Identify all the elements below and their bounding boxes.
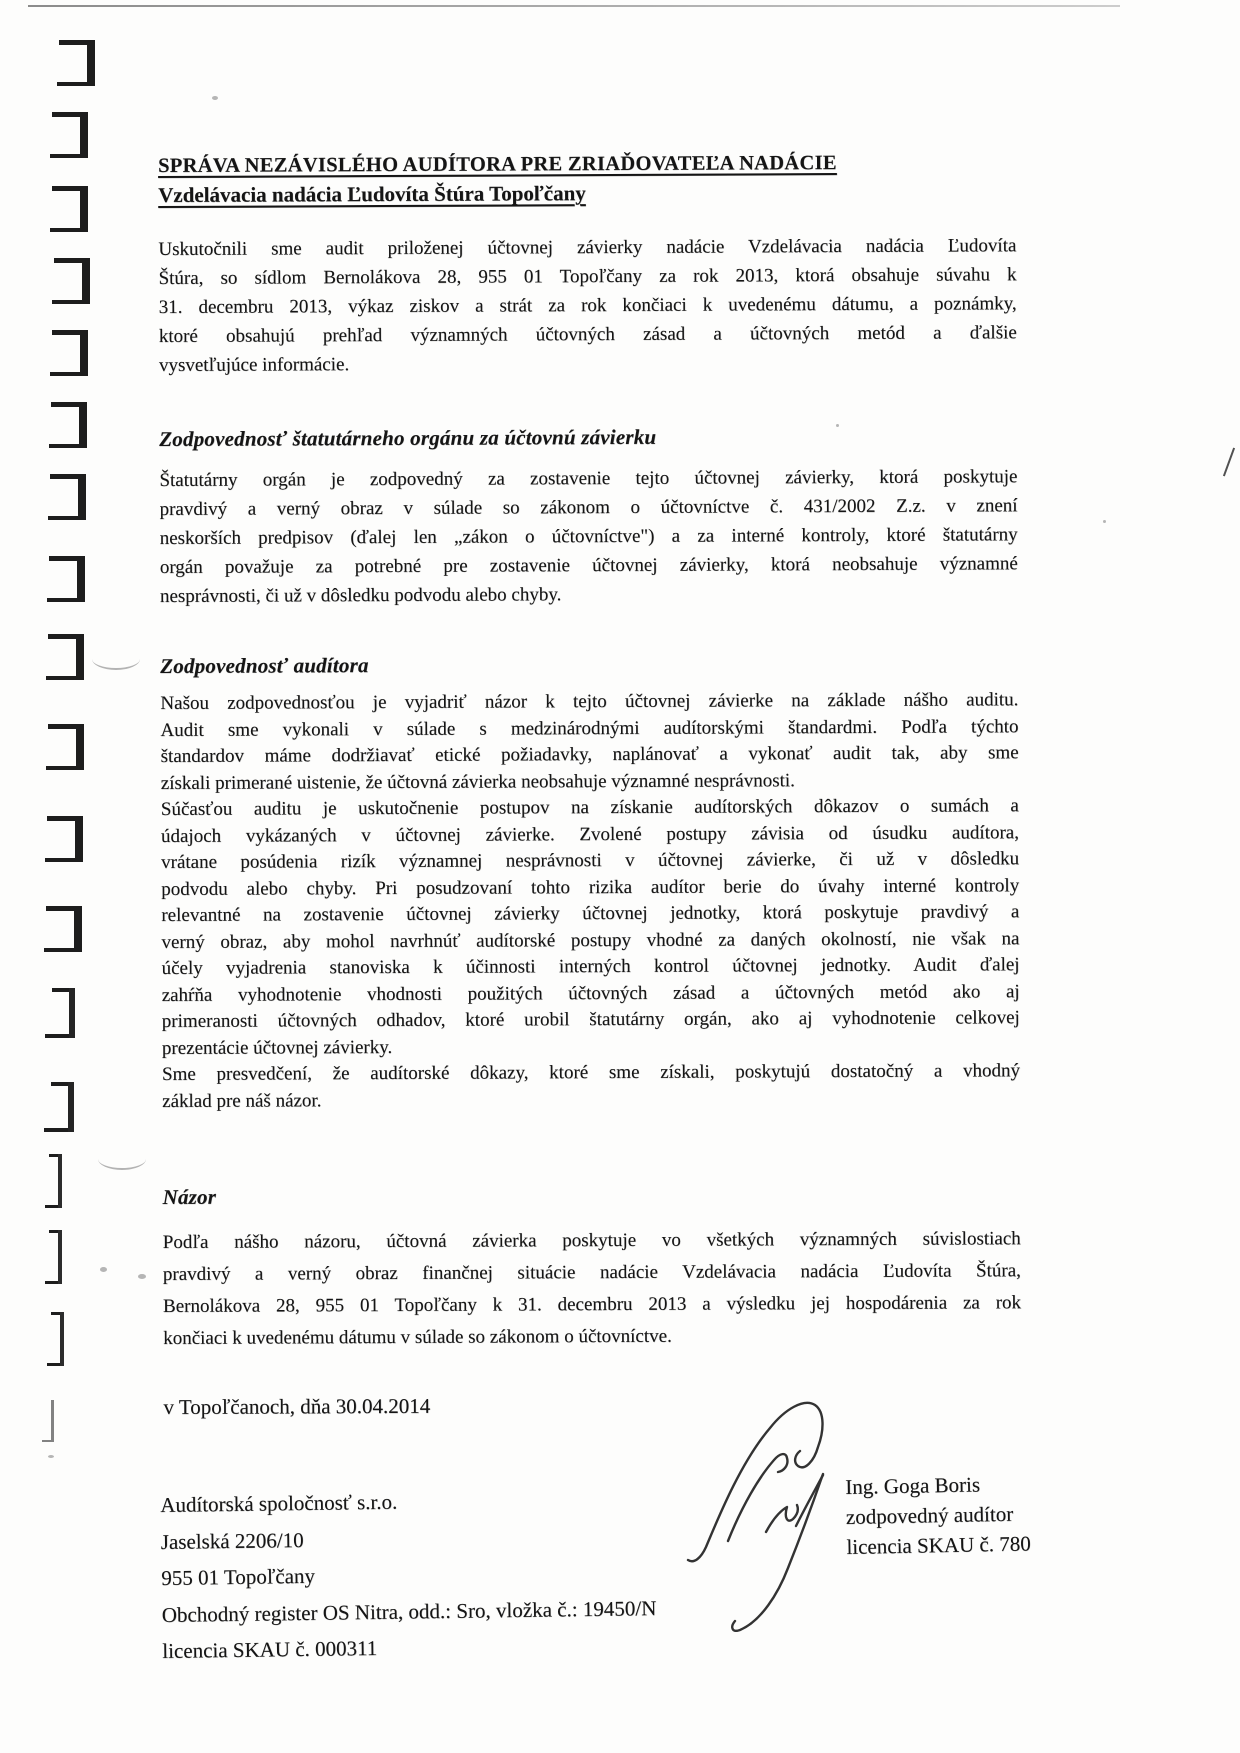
text-line: štandardov máme dodržiavať etické požiadavky, naplánovať a vykonať audit tak, aby sme bbox=[160, 742, 1019, 767]
binding-mark bbox=[57, 40, 95, 86]
binding-mark bbox=[45, 816, 83, 862]
text-line: vrátane posúdenia rizík významnej nesprávnosti v účtovnej závierke, či už v dôsledku bbox=[161, 848, 1020, 873]
auditor-responsibility-paragraph-3 bbox=[162, 1058, 1020, 1115]
statutory-responsibility-paragraph bbox=[159, 462, 1018, 611]
dust-speck bbox=[48, 1455, 54, 1458]
dust-speck bbox=[138, 1274, 146, 1279]
text-line: Štatutárny orgán je zodpovedný za zostavenie tejto účtovnej závierky, ktorá poskytuje bbox=[159, 466, 1018, 491]
text-line: účely vyjadrenia stanoviska k účinnosti interných kontrol účtovnej jednotky. Audit ďalej bbox=[161, 954, 1020, 979]
place-and-date-line: v Topoľčanoch, dňa 30.04.2014 bbox=[163, 1393, 431, 1419]
binding-mark bbox=[43, 1154, 62, 1208]
binding-mark bbox=[45, 1312, 64, 1366]
binding-mark bbox=[46, 634, 84, 680]
curve-artifact bbox=[98, 1148, 146, 1170]
text-line: Našou zodpovednosťou je vyjadriť názor k tejto účtovnej závierke na základe nášho auditu. bbox=[160, 689, 1019, 714]
dust-speck bbox=[212, 96, 218, 100]
text-line: končiaci k uvedenému dátumu v súlade so zákonom o účtovníctve. bbox=[163, 1325, 672, 1349]
binding-mark bbox=[46, 724, 84, 770]
opinion-paragraph bbox=[163, 1223, 1022, 1355]
text-line: Štúra, so sídlom Bernolákova 28, 955 01 Topoľčany za rok 2013, ktorá obsahuje súvahu k bbox=[158, 264, 1017, 289]
scanner-edge-line bbox=[28, 5, 1120, 7]
binding-mark bbox=[49, 402, 87, 448]
text-line: Ing. Goga Boris bbox=[845, 1472, 981, 1499]
text-line: zahŕňa vyhodnotenie vhodnosti použitých účtovných zásad a účtovných metód ako aj bbox=[161, 980, 1020, 1006]
text-line: 31. decembru 2013, výkaz ziskov a strát za rok končiaci k uvedenému dátumu, a poznámky, bbox=[158, 293, 1017, 318]
text-line: Uskutočnili sme audit priloženej účtovnej závierky nadácie Vzdelávacia nadácia Ľudovíta bbox=[158, 235, 1017, 260]
handwritten-signature bbox=[618, 1378, 878, 1658]
text-line: licencia SKAU č. 780 bbox=[846, 1531, 1031, 1559]
text-line: Audítorská spoločnosť s.r.o. bbox=[160, 1489, 398, 1517]
text-line: neskorších predpisov (ďalej len „zákon o účtovníctve") a za interné kontroly, ktoré štatutárny bbox=[159, 524, 1018, 549]
document-body bbox=[158, 151, 1022, 1420]
report-subtitle: Vzdelávacia nadácia Ľudovíta Štúra Topoľčany bbox=[158, 181, 586, 207]
text-line: prezentácie účtovnej závierky. bbox=[161, 1036, 393, 1059]
curve-artifact bbox=[92, 648, 140, 670]
binding-mark bbox=[50, 330, 88, 376]
text-line: Podľa nášho názoru, účtovná závierka poskytuje vo všetkých významných súvislostiach bbox=[162, 1228, 1021, 1253]
text-line: zodpovedný audítor bbox=[845, 1501, 1014, 1529]
section-heading-opinion: Názor bbox=[162, 1184, 217, 1209]
text-line: pravdivý a verný obraz finančnej situácie nadácie Vzdelávacia nadácia Ľudovíta Štúra, bbox=[162, 1260, 1021, 1285]
binding-mark bbox=[50, 186, 88, 232]
text-line: Obchodný register OS Nitra, odd.: Sro, vložka č.: 19450/N bbox=[161, 1595, 657, 1627]
report-title: SPRÁVA NEZÁVISLÉHO AUDÍTORA PRE ZRIAĎOVATEĽA NADÁCIE bbox=[158, 152, 837, 177]
text-line: primeranosti účtovných odhadov, ktoré urobil štatutárny orgán, ako aj vyhodnotenie celkovej bbox=[161, 1007, 1020, 1032]
intro-paragraph bbox=[158, 231, 1017, 380]
text-line: získali primerané uistenie, že účtovná závierka neobsahuje významné nesprávnosti. bbox=[160, 769, 795, 794]
text-line: Súčasťou auditu je uskutočnenie postupov na získanie audítorských dôkazov o sumách a bbox=[160, 795, 1019, 820]
pen-slash-mark bbox=[1223, 448, 1235, 477]
binding-mark bbox=[47, 556, 85, 602]
dust-speck bbox=[1103, 520, 1106, 523]
text-line: Audit sme vykonali v súlade s medzinárodnými audítorskými štandardmi. Podľa týchto bbox=[160, 715, 1019, 741]
text-line: nesprávnosti, či už v dôsledku podvodu alebo chyby. bbox=[159, 584, 562, 607]
text-line: 955 01 Topoľčany bbox=[161, 1563, 316, 1590]
text-line: relevantné na zostavenie účtovnej závierky účtovnej jednotky, ktorá poskytuje pravdivý a bbox=[161, 901, 1020, 926]
binding-mark bbox=[52, 258, 90, 304]
text-line: Sme presvedčení, že audítorské dôkazy, ktoré sme získali, poskytujú dostatočný a vhodný bbox=[161, 1060, 1021, 1085]
text-line: verný obraz, aby mohol navrhnúť audítorské postupy vhodné za daných okolností, nie však na bbox=[161, 927, 1020, 953]
binding-mark bbox=[45, 988, 75, 1038]
section-heading-auditor-responsibility: Zodpovednosť audítora bbox=[160, 653, 369, 678]
text-line: pravdivý a verný obraz v súlade so zákonom o účtovníctve č. 431/2002 Z.z. v znení bbox=[159, 495, 1018, 520]
binding-mark bbox=[50, 112, 88, 158]
binding-mark bbox=[43, 1230, 62, 1284]
text-line: Bernolákova 28, 955 01 Topoľčany k 31. decembru 2013 a výsledku jej hospodárenia za rok bbox=[162, 1292, 1022, 1317]
auditor-responsibility-paragraph-2 bbox=[161, 793, 1020, 1062]
text-line: vysvetľujúce informácie. bbox=[158, 354, 350, 376]
binding-mark bbox=[42, 1400, 54, 1442]
text-line: podvodu alebo chyby. Pri posudzovaní tohto rizika audítor berie do úvahy interné kontroly bbox=[161, 874, 1020, 900]
text-line: Jaselská 2206/10 bbox=[160, 1527, 304, 1554]
text-line: licencia SKAU č. 000311 bbox=[162, 1635, 378, 1663]
dust-speck bbox=[100, 1267, 107, 1272]
binding-mark bbox=[44, 1082, 74, 1132]
text-line: ktoré obsahujú prehľad významných účtovných zásad a účtovných metód a ďalšie bbox=[158, 322, 1017, 347]
text-line: údajoch vykázaných v účtovnej závierke. Zvolené postupy závisia od úsudku audítora, bbox=[160, 821, 1020, 847]
binding-mark bbox=[48, 474, 86, 520]
section-heading-statutory-responsibility: Zodpovednosť štatutárneho orgánu za účtovnú závierku bbox=[159, 424, 657, 451]
text-line: základ pre náš názor. bbox=[162, 1089, 322, 1112]
text-line: orgán považuje za potrebné pre zostavenie účtovnej závierky, ktorá neobsahuje významné bbox=[159, 553, 1018, 578]
auditor-responsibility-paragraph-1 bbox=[160, 687, 1018, 797]
responsible-auditor-block bbox=[845, 1467, 1087, 1562]
binding-mark bbox=[44, 906, 82, 952]
